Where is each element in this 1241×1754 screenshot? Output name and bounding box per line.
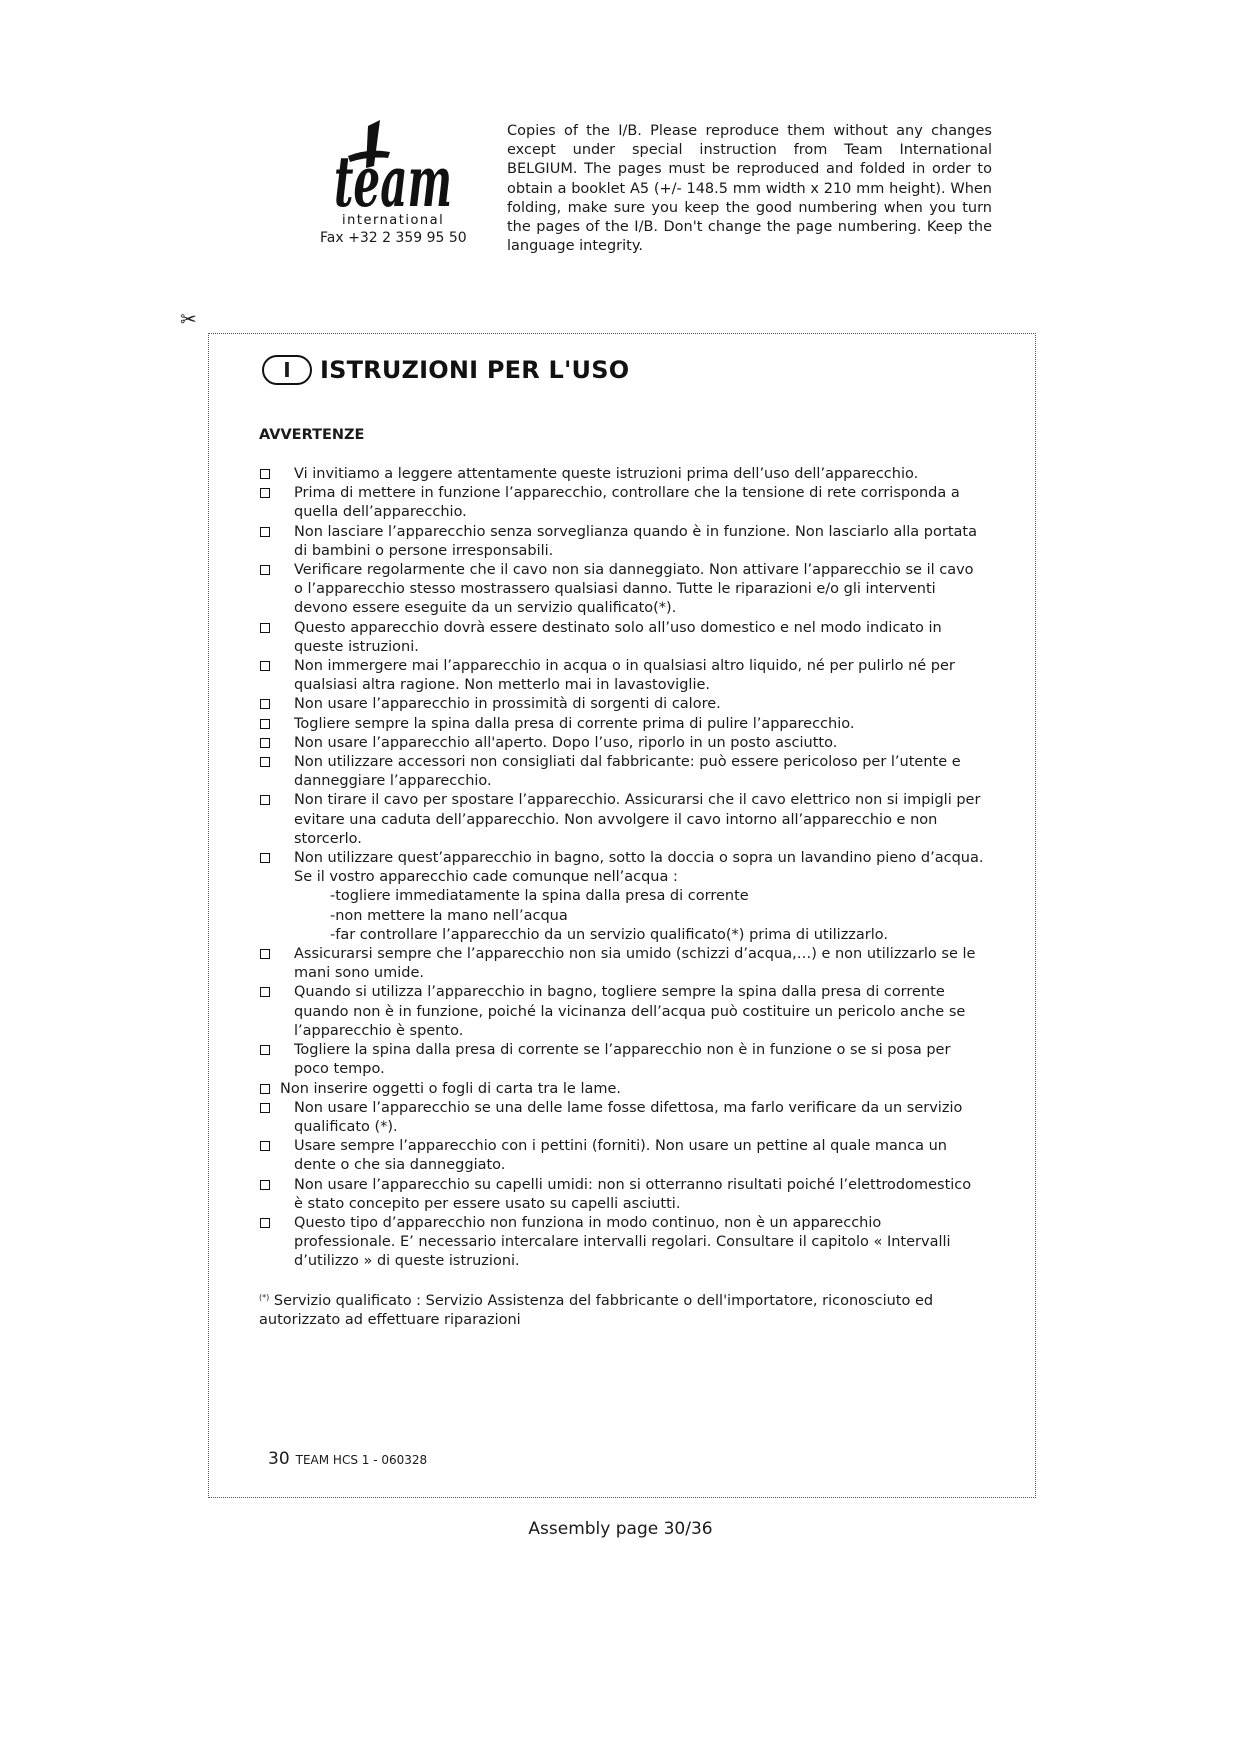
warning-item bbox=[259, 734, 984, 753]
warning-item bbox=[259, 657, 984, 695]
footnote-text: Servizio qualificato : Servizio Assistenza del fabbricante o dell'importatore, riconosciuto ed autorizzato ad effettuare riparazioni bbox=[259, 1293, 934, 1329]
warning-item bbox=[259, 1080, 984, 1099]
warning-item bbox=[259, 465, 984, 484]
checkbox-icon bbox=[260, 469, 270, 479]
warning-text: Vi invitiamo a leggere attentamente queste istruzioni prima dell’uso dell’apparecchio. bbox=[294, 466, 919, 482]
checkbox-icon bbox=[260, 757, 270, 767]
section-title: ISTRUZIONI PER L'USO bbox=[320, 356, 630, 384]
warning-text: Prima di mettere in funzione l’apparecchio, controllare che la tensione di rete corrisponda a quella dell’apparecchio. bbox=[294, 485, 960, 521]
checkbox-icon bbox=[260, 738, 270, 748]
warning-text: Togliere la spina dalla presa di corrente se l’apparecchio non è in funzione o se si posa per poco tempo. bbox=[294, 1042, 951, 1078]
page-number: 30 bbox=[268, 1449, 290, 1469]
warning-text: Questo apparecchio dovrà essere destinato solo all’uso domestico e nel modo indicato in queste istruzioni. bbox=[294, 619, 942, 655]
checkbox-icon bbox=[260, 1218, 270, 1228]
checkbox-icon bbox=[260, 795, 270, 805]
warning-text: Non utilizzare quest’apparecchio in bagno, sotto la doccia o sopra un lavandino pieno d’acqua. Se il vostro apparecchio cade comunque nell’acqua : bbox=[294, 850, 984, 886]
scissors-icon: ✂ bbox=[180, 307, 197, 331]
footnote-marker: (*) bbox=[259, 1293, 270, 1302]
checkbox-icon bbox=[260, 623, 270, 633]
warnings-list bbox=[259, 465, 984, 1272]
warning-item bbox=[259, 1137, 984, 1175]
warning-text: Quando si utilizza l’apparecchio in bagno, togliere sempre la spina dalla presa di corrente quando non è in funzione, poiché la vicinanza dell’acqua può costituire un pericolo anche se l’apparecchio è spento. bbox=[294, 984, 966, 1039]
warning-item bbox=[259, 1041, 984, 1079]
language-badge: I bbox=[262, 355, 312, 385]
checkbox-icon bbox=[260, 719, 270, 729]
document-code: TEAM HCS 1 - 060328 bbox=[295, 1453, 428, 1467]
page-footer bbox=[268, 1449, 427, 1469]
warning-text: Non usare l’apparecchio in prossimità di sorgenti di calore. bbox=[294, 696, 721, 713]
warning-text: Questo tipo d’apparecchio non funziona in modo continuo, non è un apparecchio professionale. E’ necessario intercalare intervalli regolari. Consultare il capitolo « Intervalli d’utilizzo » di queste istruzioni. bbox=[294, 1214, 951, 1270]
warning-item bbox=[259, 695, 984, 714]
warning-text: Non lasciare l’apparecchio senza sorveglianza quando è in funzione. Non lasciarlo alla portata di bambini o persone irresponsabili. bbox=[294, 523, 977, 559]
warning-text: Non immergere mai l’apparecchio in acqua o in qualsiasi altro liquido, né per pulirlo né per qualsiasi altra ragione. Non metterlo mai in lavastoviglie. bbox=[294, 658, 955, 694]
section-header bbox=[262, 355, 629, 385]
warning-subitem: -far controllare l’apparecchio da un servizio qualificato(*) prima di utilizzarlo. bbox=[330, 926, 889, 943]
warning-item bbox=[259, 1099, 984, 1137]
warning-item bbox=[259, 791, 984, 849]
checkbox-icon bbox=[260, 987, 270, 997]
assembly-page-label: Assembly page 30/36 bbox=[528, 1519, 713, 1539]
warning-text: Usare sempre l’apparecchio con i pettini (forniti). Non usare un pettine al quale manca un dente o che sia danneggiato. bbox=[294, 1138, 947, 1174]
warning-item bbox=[259, 945, 984, 983]
warning-item bbox=[259, 715, 984, 734]
warning-item bbox=[259, 849, 984, 945]
checkbox-icon bbox=[260, 661, 270, 671]
reproduction-note: Copies of the I/B. Please reproduce them without any changes except under special instruction from Team International BELGIUM. The pages must be reproduced and folded in order to obtain a booklet A5 (+/- 148.5 mm width x 210 mm height). When folding, make sure you keep the good numbering when you turn the pages of the I/B. Don't change the page numbering. Keep the language integrity. bbox=[507, 123, 992, 255]
checkbox-icon bbox=[260, 488, 270, 498]
footnote bbox=[259, 1288, 984, 1330]
warning-item bbox=[259, 1214, 984, 1272]
fax-number: Fax +32 2 359 95 50 bbox=[320, 230, 467, 246]
checkbox-icon bbox=[260, 1180, 270, 1190]
checkbox-icon bbox=[260, 527, 270, 537]
checkbox-icon bbox=[260, 699, 270, 709]
warning-text: Non usare l’apparecchio all'aperto. Dopo l’uso, riporlo in un posto asciutto. bbox=[294, 734, 838, 751]
checkbox-icon bbox=[260, 1103, 270, 1113]
checkbox-icon bbox=[260, 1045, 270, 1055]
warning-text: Assicurarsi sempre che l’apparecchio non sia umido (schizzi d’acqua,…) e non utilizzarlo se le mani sono umide. bbox=[294, 946, 976, 982]
warning-item bbox=[259, 753, 984, 791]
warning-text: Non tirare il cavo per spostare l’apparecchio. Assicurarsi che il cavo elettrico non si impigli per evitare una caduta dell’apparecchio. Non avvolgere il cavo intorno all’apparecchio e non storcerlo. bbox=[294, 792, 981, 847]
warning-subitem: -non mettere la mano nell’acqua bbox=[330, 907, 568, 924]
warning-text: Non usare l’apparecchio su capelli umidi: non si otterranno risultati poiché l’elettrodomestico è stato concepito per essere usato su capelli asciutti. bbox=[294, 1176, 972, 1212]
warning-subitem: -togliere immediatamente la spina dalla presa di corrente bbox=[330, 888, 749, 905]
warning-item bbox=[259, 619, 984, 657]
checkbox-icon bbox=[260, 949, 270, 959]
warning-text: Non inserire oggetti o fogli di carta tra le lame. bbox=[280, 1080, 622, 1097]
checkbox-icon bbox=[260, 1141, 270, 1151]
checkbox-icon bbox=[260, 853, 270, 863]
warnings-heading: AVVERTENZE bbox=[259, 427, 365, 443]
warning-text: Verificare regolarmente che il cavo non sia danneggiato. Non attivare l’apparecchio se il cavo o l’apparecchio stesso mostrassero qualsiasi danno. Tutte le riparazioni e/o gli interventi devono essere eseguite da un servizio qualificato(*). bbox=[294, 562, 974, 617]
warning-text: Non usare l’apparecchio se una delle lame fosse difettosa, ma farlo verificare da un servizio qualificato (*). bbox=[294, 1099, 963, 1135]
checkbox-icon bbox=[260, 1084, 270, 1094]
checkbox-icon bbox=[260, 565, 270, 575]
team-international-logo bbox=[328, 118, 468, 230]
logo-brand: team bbox=[334, 140, 452, 223]
warning-text: Non utilizzare accessori non consigliati dal fabbricante: può essere pericoloso per l’utente e danneggiare l’apparecchio. bbox=[294, 754, 961, 790]
logo-sub: international bbox=[342, 213, 445, 228]
warning-item bbox=[259, 983, 984, 1041]
warning-item bbox=[259, 523, 984, 561]
warning-item bbox=[259, 484, 984, 522]
warning-text: Togliere sempre la spina dalla presa di corrente prima di pulire l’apparecchio. bbox=[294, 715, 855, 732]
warning-item bbox=[259, 561, 984, 619]
warning-item bbox=[259, 1176, 984, 1214]
